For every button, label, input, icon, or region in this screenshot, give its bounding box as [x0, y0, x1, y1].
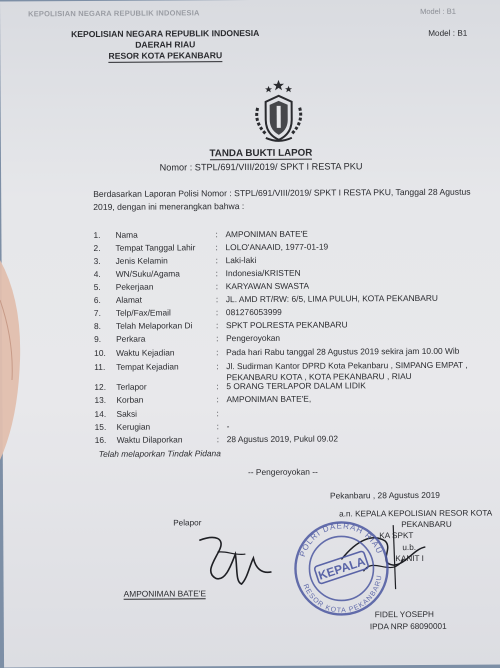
- svg-text:POLRI DAERAH RIAU: [298, 521, 385, 558]
- field-row: [95, 420, 485, 433]
- model-code: Model : B1: [428, 28, 468, 38]
- field-number: 4.: [93, 268, 101, 279]
- officer-rank: IPDA NRP 68090001: [369, 621, 447, 632]
- field-value: Laki-laki: [225, 254, 257, 266]
- officer-line-2: PEKANBARU: [401, 519, 452, 530]
- field-colon: :: [215, 229, 218, 240]
- field-label: Waktu Dilaporkan: [116, 434, 183, 445]
- bleed-through-model: Model : B1: [420, 6, 456, 16]
- field-row: [94, 280, 484, 293]
- field-value: JL. AMD RT/RW: 6/5, LIMA PULUH, KOTA PEKANBARU: [225, 292, 438, 305]
- field-number: 13.: [94, 394, 107, 405]
- field-value: -: [226, 421, 230, 432]
- field-label: Terlapor: [116, 381, 147, 392]
- field-label: Jenis Kelamin: [115, 255, 168, 266]
- bleed-through-header: KEPOLISIAN NEGARA REPUBLIK INDONESIA: [28, 8, 200, 19]
- field-label: Alamat: [115, 294, 142, 305]
- stamp-ring-bottom: RESOR KOTA PEKANBARU: [301, 574, 384, 615]
- reporter-signature: [195, 528, 275, 588]
- field-number: 7.: [93, 307, 101, 318]
- letterhead: [30, 28, 300, 64]
- reporter-name: AMPONIMAN BATE'E: [123, 588, 207, 599]
- closing-statement: Telah melaporkan Tindak Pidana: [98, 448, 221, 459]
- field-number: 2.: [93, 242, 101, 253]
- field-row: [94, 407, 484, 420]
- field-value: 081276053999: [225, 306, 282, 318]
- field-colon: :: [216, 408, 219, 419]
- field-value: 28 Agustus 2019, Pukul 09.02: [226, 433, 339, 445]
- field-colon: :: [216, 333, 219, 344]
- field-label: Telah Melaporkan Di: [115, 320, 193, 331]
- field-colon: :: [215, 320, 219, 331]
- field-colon: :: [216, 347, 219, 358]
- thumb-overlay: [0, 260, 24, 460]
- field-number: 6.: [93, 294, 101, 305]
- field-label: Pekerjaan: [115, 281, 154, 292]
- intro-paragraph: Berdasarkan Laporan Polisi Nomor : STPL/691/VIII/2019/ SPKT I RESTA PKU, Tanggal 28 Agustus 2019, dengan ini menerangkan bahwa :: [93, 186, 471, 212]
- officer-line-4: u.b.: [402, 542, 417, 553]
- field-value: AMPONIMAN BATE'E,: [226, 393, 312, 405]
- field-colon: :: [215, 268, 219, 279]
- reporter-label: Pelapor: [173, 518, 202, 528]
- field-row: [94, 319, 484, 332]
- field-number: 14.: [94, 408, 107, 419]
- field-value: 5 ORANG TERLAPOR DALAM LIDIK: [226, 380, 366, 392]
- field-number: 8.: [93, 320, 102, 331]
- field-row: [94, 393, 484, 406]
- field-row: [94, 332, 484, 345]
- field-number: 11.: [94, 361, 106, 372]
- field-label: Tempat Kejadian: [116, 361, 179, 372]
- field-colon: :: [215, 255, 218, 266]
- field-row: [94, 306, 484, 319]
- official-stamp: [291, 512, 392, 618]
- field-label: Perkara: [116, 333, 146, 344]
- field-row: [94, 254, 484, 267]
- field-colon: :: [216, 361, 219, 372]
- officer-line-3: KA SPKT: [379, 531, 414, 541]
- field-value: AMPONIMAN BATE'E: [225, 228, 308, 240]
- field-colon: :: [215, 242, 218, 253]
- officer-name: FIDEL YOSEPH: [374, 609, 434, 620]
- field-number: 15.: [94, 421, 107, 432]
- field-colon: :: [215, 294, 219, 305]
- field-number: 16.: [94, 434, 107, 445]
- field-number: 1.: [93, 229, 101, 240]
- offense-line: -- Pengeroyokan --: [247, 466, 318, 478]
- field-number: 3.: [93, 255, 101, 266]
- stamp-ring-top: POLRI DAERAH RIAU: [297, 521, 385, 558]
- field-label: Waktu Kejadian: [116, 347, 175, 358]
- field-label: WN/Suku/Agama: [115, 268, 180, 279]
- field-row: [93, 228, 483, 241]
- field-value: Jl. Sudirman Kantor DPRD Kota Pekanbaru , SIMPANG EMPAT ,: [226, 359, 468, 372]
- field-value-continued: PEKANBARU KOTA , KOTA PEKANBARU , RIAU: [226, 371, 412, 383]
- field-colon: :: [215, 281, 219, 292]
- field-label: Tempat Tanggal Lahir: [115, 242, 196, 253]
- officer-line-5: KANIT I: [395, 553, 424, 564]
- field-number: 12.: [94, 381, 107, 392]
- document-number: Nomor : STPL/691/VIII/2019/ SPKT I RESTA PKU: [159, 161, 363, 173]
- field-label: Kerugian: [116, 421, 151, 432]
- field-colon: :: [216, 421, 219, 432]
- field-value: SPKT POLRESTA PEKANBARU: [225, 319, 348, 331]
- field-number: 10.: [94, 347, 106, 358]
- field-colon: :: [216, 394, 219, 405]
- field-label: Telp/Fax/Email: [115, 307, 171, 318]
- field-row: [94, 267, 484, 280]
- police-emblem-icon: [247, 78, 309, 144]
- field-label: Saksi: [116, 408, 138, 419]
- officer-line-1: a.n. KEPALA KEPOLISIAN RESOR KOTA: [339, 508, 493, 519]
- field-row: [94, 380, 484, 393]
- field-number: 9.: [94, 333, 102, 344]
- field-row: [95, 433, 485, 446]
- letterhead-line-2: DAERAH RIAU: [135, 39, 196, 50]
- field-row: [94, 293, 484, 306]
- field-value: Pada hari Rabu tanggal 28 Agustus 2019 sekira jam 10.00 Wib: [226, 345, 460, 358]
- letterhead-line-3: RESOR KOTA PEKANBARU: [108, 50, 223, 61]
- place-date: Pekanbaru , 28 Agustus 2019: [329, 489, 440, 501]
- stamp-word: KEPALA: [316, 554, 367, 583]
- field-label: Nama: [115, 229, 138, 240]
- field-value: LOLO'ANAAID, 1977-01-19: [225, 241, 329, 253]
- field-row: [94, 346, 484, 359]
- field-label: Korban: [116, 394, 144, 405]
- field-value: Indonesia/KRISTEN: [225, 267, 301, 279]
- field-colon: :: [216, 381, 219, 392]
- field-colon: :: [216, 434, 220, 445]
- field-value: Pengeroyokan: [226, 332, 281, 344]
- field-row: [93, 241, 483, 254]
- field-colon: :: [215, 307, 219, 318]
- letterhead-line-1: KEPOLISIAN NEGARA REPUBLIK INDONESIA: [71, 27, 260, 40]
- document-title: TANDA BUKTI LAPOR: [209, 147, 313, 160]
- field-value: KARYAWAN SWASTA: [225, 280, 310, 292]
- field-number: 5.: [93, 281, 101, 292]
